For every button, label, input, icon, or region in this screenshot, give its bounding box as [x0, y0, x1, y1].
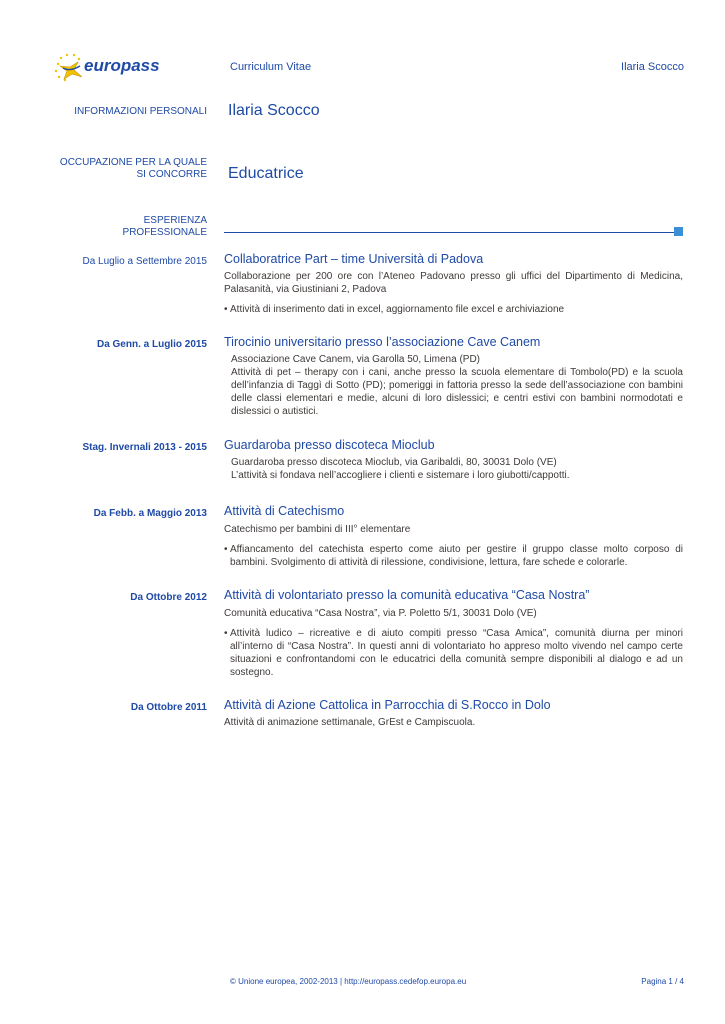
doc-title: Curriculum Vitae — [230, 61, 312, 73]
entry-date: Da Luglio a Settembre 2015 — [82, 256, 207, 267]
personal-info-label: INFORMAZIONI PERSONALI — [74, 106, 207, 117]
experience-entry — [224, 588, 683, 679]
occupation-label — [40, 157, 207, 181]
entry-date: Da Febb. a Maggio 2013 — [93, 508, 207, 519]
footer-copyright: © Unione europea, 2002-2013 | http://europass.cedefop.europa.eu — [230, 977, 467, 986]
experience-entry — [224, 698, 683, 729]
entry-title: Guardaroba presso discoteca Mioclub — [224, 438, 435, 452]
entry-bullet — [224, 303, 683, 316]
experience-label — [40, 215, 207, 239]
occupation-label-line1: OCCUPAZIONE PER LA QUALE — [59, 157, 207, 168]
entry-description: L’attività si fondava nell’accogliere i clienti e sistemare i loro giubotti/cappotti. — [231, 470, 570, 481]
logo-text: europass — [84, 56, 160, 75]
entry-description: Attività di animazione settimanale, GrEst e Campiscuola. — [224, 717, 476, 728]
entry-title: Attività di volontariato presso la comunità educativa “Casa Nostra” — [224, 588, 590, 602]
entry-bullet-text: Affiancamento del catechista esperto come aiuto per gestire il gruppo classe molto corposo di bambini. Svolgimento di attività di rilessione, condivisione, lettura, fare schede e colorarle. — [230, 544, 683, 568]
entry-bullet-text: Attività ludico – ricreative e di aiuto compiti presso “Casa Amica”, comunità diurna per minori all’interno di “Casa Nostra”. In questi anni di volontariato ho appreso molto vivendo nel campo certe situazioni e confrontandomi con le educatrici della comunità sempre disponibili al dialogo e ad un sostegno. — [230, 628, 683, 678]
section-divider — [224, 232, 676, 233]
experience-entry — [224, 335, 683, 418]
header-person-name: Ilaria Scocco — [621, 61, 684, 73]
page-number: Pagina 1 / 4 — [641, 977, 684, 986]
section-divider-marker — [674, 227, 683, 236]
entry-bullet — [224, 627, 683, 679]
entry-bullet-text: Attività di inserimento dati in excel, aggiornamento file excel e archiviazione — [230, 304, 565, 315]
entry-title: Attività di Azione Cattolica in Parrocchia di S.Rocco in Dolo — [224, 698, 551, 712]
occupation-label-line2: SI CONCORRE — [136, 169, 207, 180]
bullet-icon: • — [224, 544, 228, 555]
entry-description: Comunità educativa “Casa Nostra”, via P. Poletto 5/1, 30031 Dolo (VE) — [224, 608, 537, 619]
person-name: Ilaria Scocco — [228, 102, 320, 119]
occupation-value: Educatrice — [228, 165, 304, 182]
bullet-icon: • — [224, 628, 228, 639]
experience-entry — [224, 252, 683, 316]
experience-entry — [224, 438, 683, 482]
entry-description: Collaborazione per 200 ore con l’Ateneo Padovano presso gli uffici del Dipartimento di Medicina, Palasanità, via Giustiniani 2, Padova — [224, 271, 683, 295]
experience-label-line1: ESPERIENZA — [143, 215, 207, 226]
entry-description: Attività di pet – therapy con i cani, anche presso la scuola elementare di Tombolo(PD) e la scuola dell’infanzia di Taggì di Sotto (PD); pomeriggi in fattoria presso la sede dell’associazione con bambini delle classi elementari e medie, alcuni di loro dislessici; e centri estivi con bambini normodotati e dislessici o autistici. — [231, 367, 683, 417]
europass-logo — [50, 50, 160, 84]
bullet-icon: • — [224, 304, 228, 315]
entry-description: Catechismo per bambini di III° elementare — [224, 524, 411, 535]
entry-description: Guardaroba presso discoteca Mioclub, via Garibaldi, 80, 30031 Dolo (VE) — [231, 457, 557, 468]
entry-title: Collaboratrice Part – time Università di Padova — [224, 252, 484, 266]
experience-label-line2: PROFESSIONALE — [122, 227, 207, 238]
entry-date: Da Genn. a Luglio 2015 — [96, 339, 207, 350]
entry-date: Da Ottobre 2012 — [130, 592, 207, 603]
experience-entry — [224, 504, 683, 569]
entry-title: Attività di Catechismo — [224, 504, 345, 518]
entry-date: Stag. Invernali 2013 - 2015 — [82, 442, 207, 453]
entry-bullet — [224, 543, 683, 569]
entry-description: Associazione Cave Canem, via Garolla 50, Limena (PD) — [231, 354, 480, 365]
entry-title: Tirocinio universitario presso l’associazione Cave Canem — [224, 335, 541, 349]
entry-date: Da Ottobre 2011 — [130, 702, 207, 713]
